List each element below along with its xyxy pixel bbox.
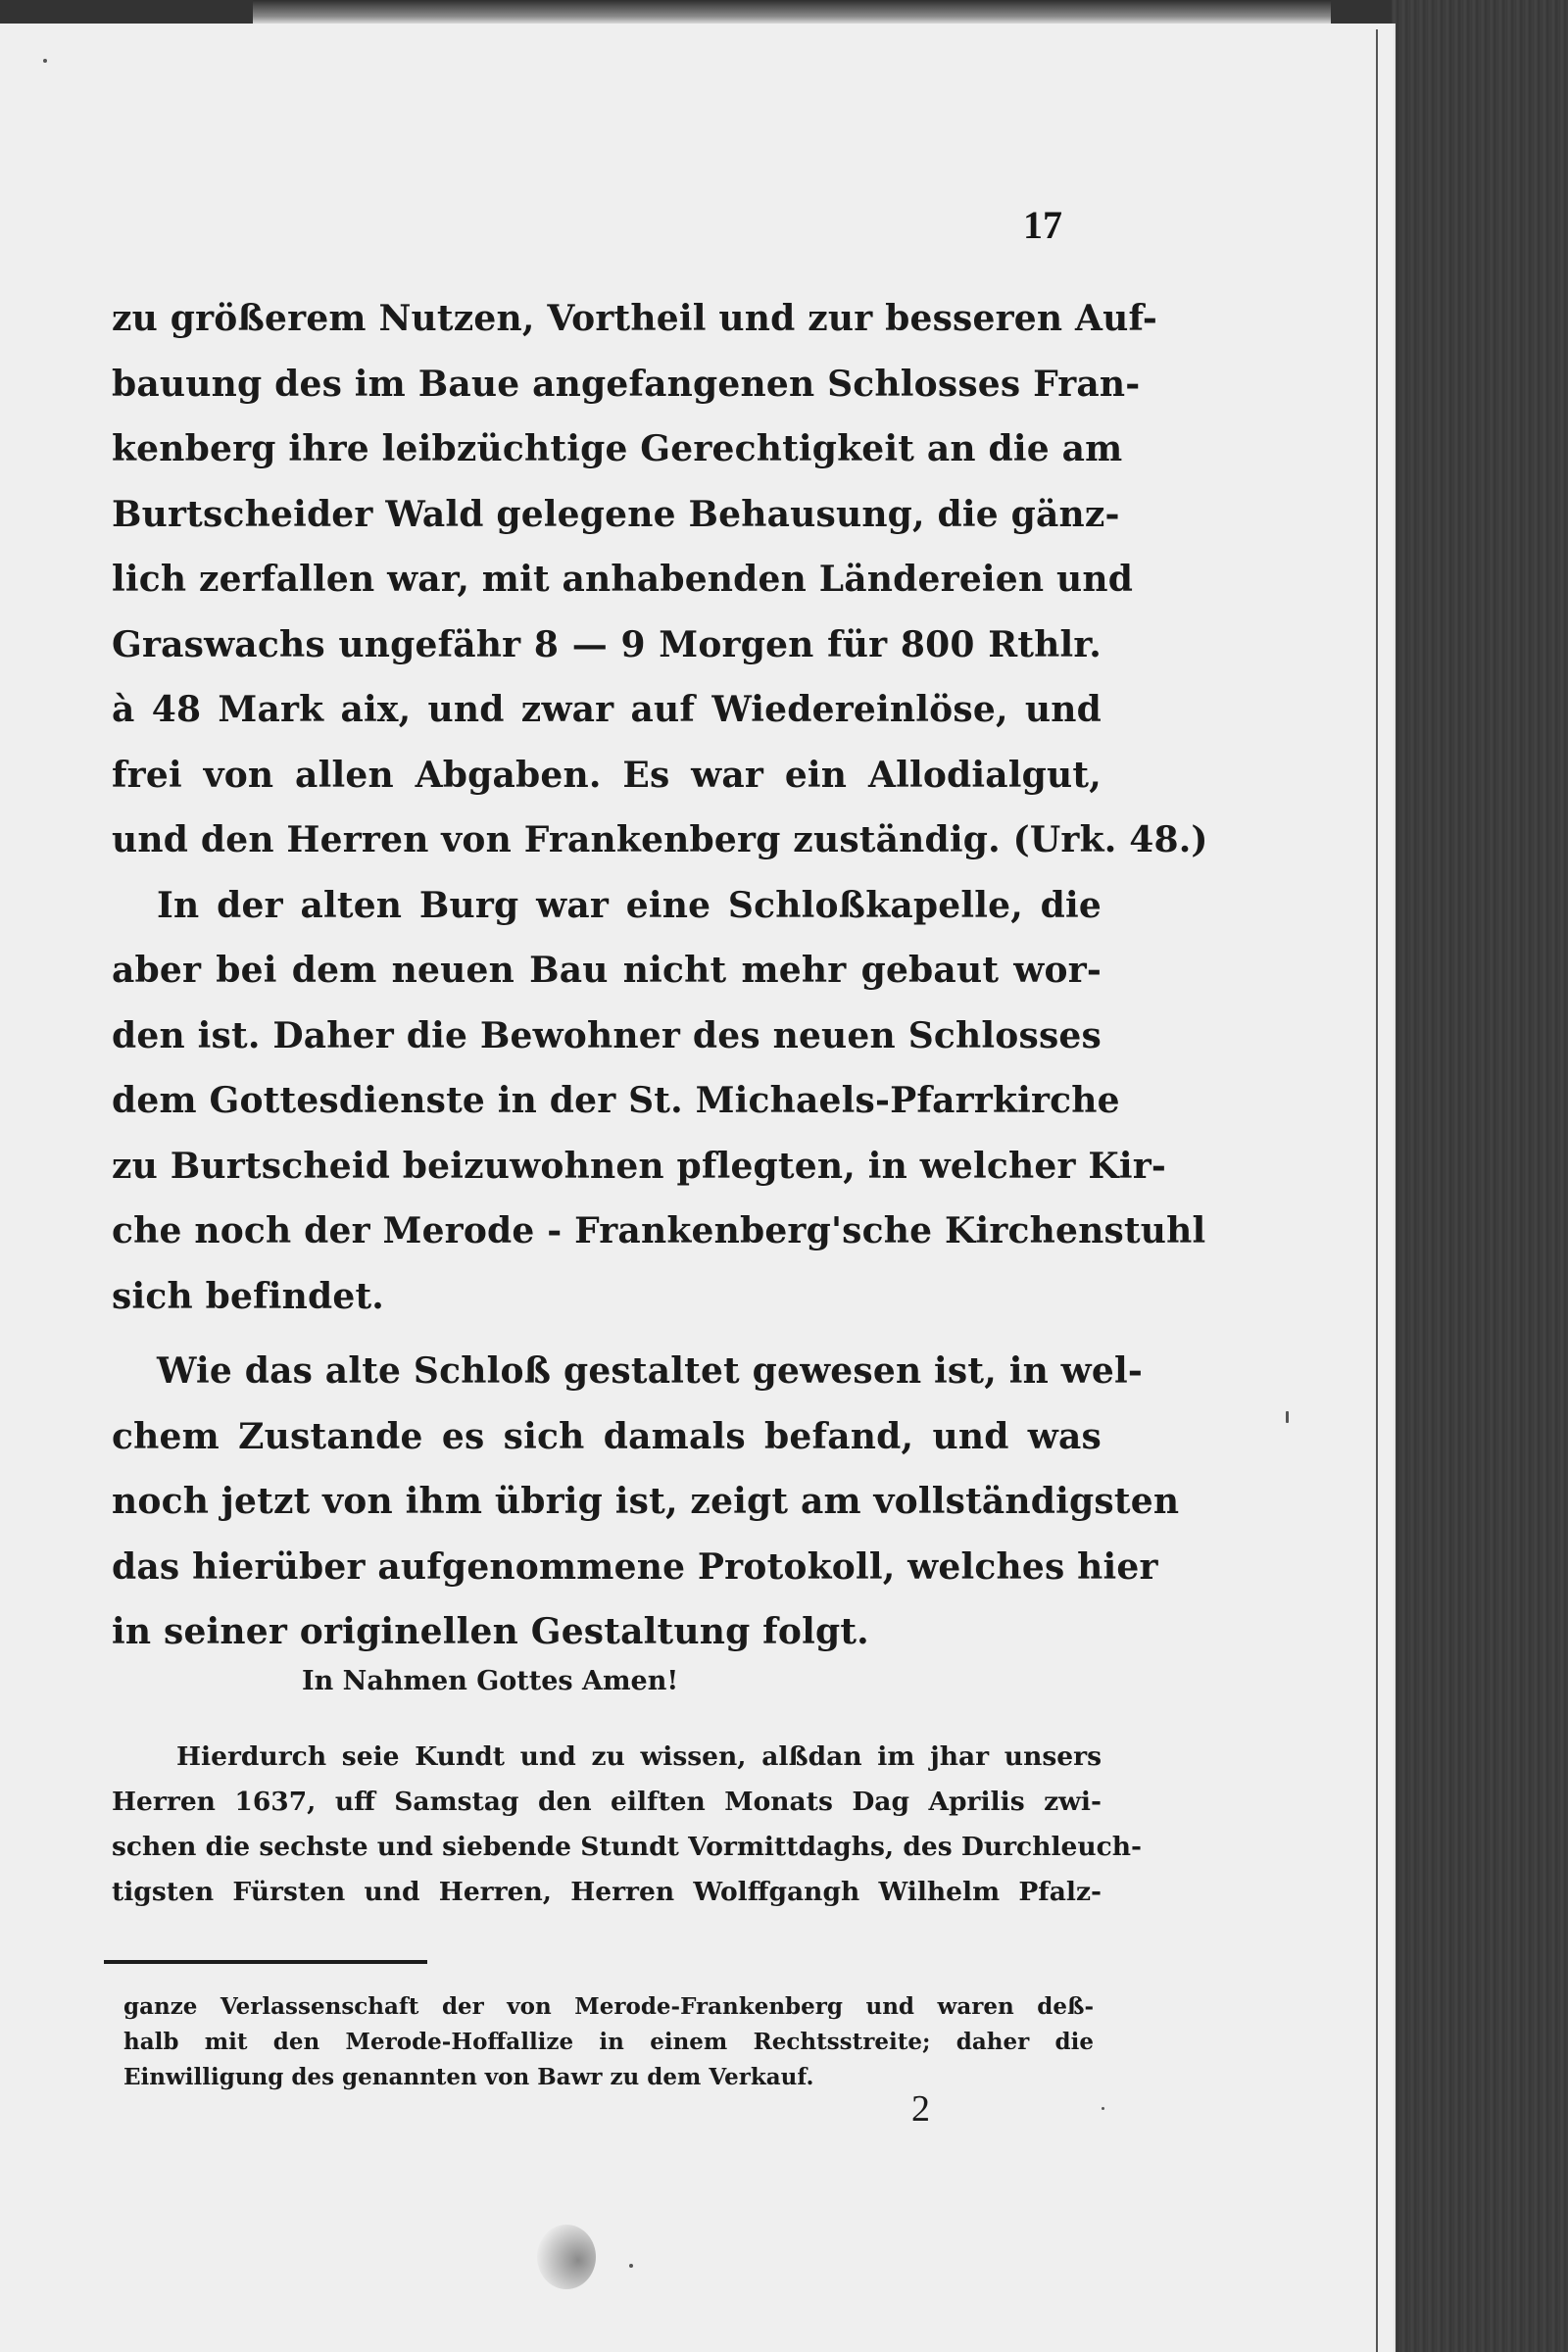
footnote-line: ganze Verlassenschaft der von Merode-Frankenberg und waren deß- xyxy=(123,1993,1094,2020)
protocol-line: tigsten Fürsten und Herren, Herren Wolffgangh Wilhelm Pfalz- xyxy=(112,1877,1102,1907)
protocol-quote xyxy=(112,1735,1143,1915)
text-line: noch jetzt von ihm übrig ist, zeigt am vollständigsten xyxy=(112,1481,1180,1522)
protocol-line: Hierdurch seie Kundt und zu wissen, alßdan im jhar unsers xyxy=(176,1741,1102,1772)
text-line: bauung des im Baue angefangenen Schlosses Fran- xyxy=(112,363,1141,405)
text-line: das hierüber aufgenommene Protokoll, welches hier xyxy=(112,1545,1158,1588)
text-line: frei von allen Abgaben. Es war ein Allodialgut, xyxy=(112,754,1102,796)
paper-speck xyxy=(1102,2107,1104,2110)
paper-speck xyxy=(1286,1411,1289,1423)
scan-top-fade xyxy=(253,0,1331,24)
page-edge-line xyxy=(1376,29,1378,2352)
text-line: den ist. Daher die Bewohner des neuen Schlosses xyxy=(112,1014,1102,1056)
text-line: che noch der Merode - Frankenberg'sche Kirchenstuhl xyxy=(112,1210,1206,1251)
book-edge-background xyxy=(1392,0,1568,2352)
text-line: Burtscheider Wald gelegene Behausung, die gänz- xyxy=(112,493,1120,535)
text-line: Graswachs ungefähr 8 — 9 Morgen für 800 Rthlr. xyxy=(112,623,1102,665)
footnote-divider xyxy=(104,1960,427,1964)
text-line: In der alten Burg war eine Schloßkapelle, die xyxy=(157,884,1102,926)
page-number: 17 xyxy=(1023,203,1062,247)
footnote-line: halb mit den Merode-Hoffallize in einem Rechtsstreite; daher die xyxy=(123,2029,1094,2055)
scan-top-border xyxy=(0,0,1568,25)
text-line: zu Burtscheid beizuwohnen pflegten, in welcher Kir- xyxy=(112,1145,1167,1187)
protocol-line: Herren 1637, uff Samstag den eilften Monats Dag Aprilis zwi- xyxy=(112,1787,1102,1817)
protocol-line: schen die sechste und siebende Stundt Vormittdaghs, des Durchleuch- xyxy=(112,1832,1143,1862)
text-line: zu größerem Nutzen, Vortheil und zur besseren Auf- xyxy=(112,298,1158,339)
text-line: lich zerfallen war, mit anhabenden Ländereien und xyxy=(112,559,1134,600)
protocol-heading: In Nahmen Gottes Amen! xyxy=(302,1666,679,1696)
text-line: dem Gottesdienste in der St. Michaels-Pfarrkirche xyxy=(112,1080,1120,1121)
text-line: sich befindet. xyxy=(112,1275,385,1317)
text-line: kenberg ihre leibzüchtige Gerechtigkeit an die am xyxy=(112,428,1123,469)
footnote-line: Einwilligung des genannten von Bawr zu dem Verkauf. xyxy=(123,2064,814,2090)
paper-speck xyxy=(629,2264,633,2268)
text-line: aber bei dem neuen Bau nicht mehr gebaut wor- xyxy=(112,950,1102,991)
text-line: Wie das alte Schloß gestaltet gewesen ist, in wel- xyxy=(157,1350,1143,1392)
text-line: und den Herren von Frankenberg zuständig. (Urk. 48.) xyxy=(112,819,1208,860)
text-line: à 48 Mark aix, und zwar auf Wiedereinlöse, und xyxy=(112,689,1102,730)
body-text xyxy=(112,286,1208,1665)
text-line: chem Zustande es sich damals befand, und was xyxy=(112,1415,1102,1457)
paper-blemish xyxy=(537,2225,596,2289)
signature-mark: 2 xyxy=(911,2088,930,2130)
text-line: in seiner originellen Gestaltung folgt. xyxy=(112,1611,869,1652)
footnote xyxy=(123,1989,1094,2095)
paper-speck xyxy=(43,59,47,63)
